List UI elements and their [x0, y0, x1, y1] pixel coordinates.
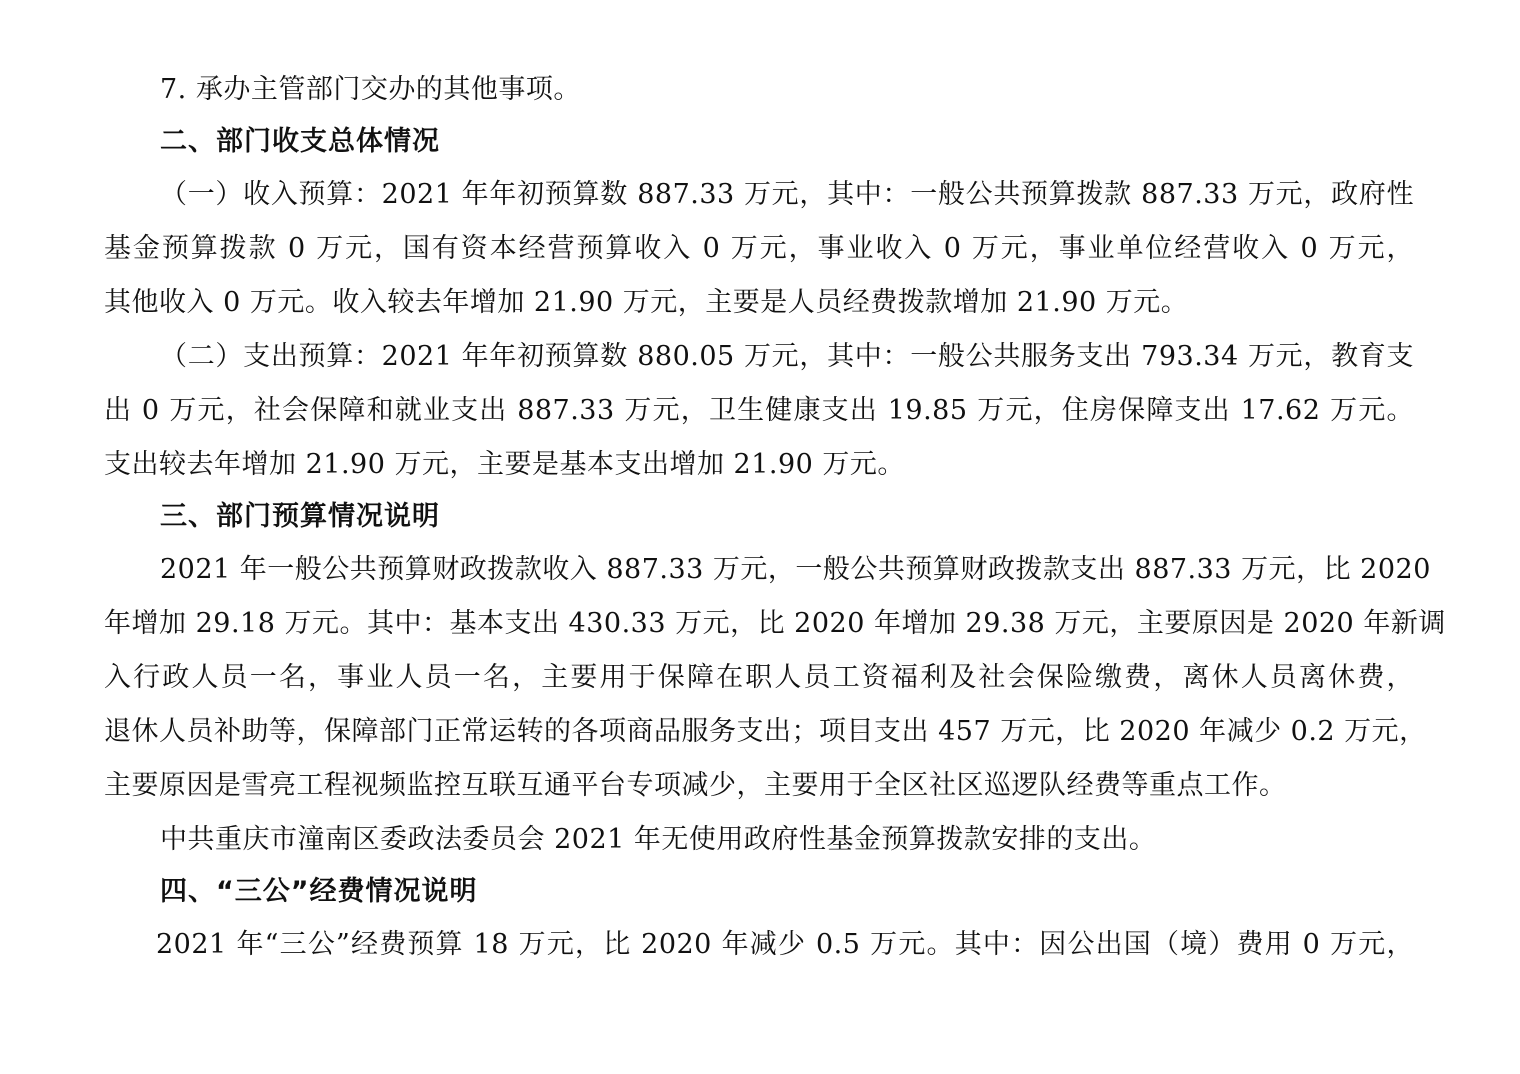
section-heading-3: 三、部门预算情况说明	[160, 501, 440, 532]
paragraph-line: 出 0 万元，社会保障和就业支出 887.33 万元，卫生健康支出 19.85 万元，住房保障支出 17.62 万元。	[104, 395, 1414, 426]
list-item-7: 7. 承办主管部门交办的其他事项。	[160, 74, 581, 105]
paragraph-line: 2021 年“三公”经费预算 18 万元，比 2020 年减少 0.5 万元。其中：因公出国（境）费用 0 万元，	[156, 929, 1414, 960]
paragraph-line: 中共重庆市潼南区委政法委员会 2021 年无使用政府性基金预算拨款安排的支出。	[160, 824, 1157, 855]
paragraph-line: 年增加 29.18 万元。其中：基本支出 430.33 万元，比 2020 年增加 29.38 万元，主要原因是 2020 年新调	[104, 608, 1446, 639]
paragraph-line: 退休人员补助等，保障部门正常运转的各项商品服务支出；项目支出 457 万元，比 2020 年减少 0.2 万元，	[104, 716, 1427, 747]
paragraph-line: 2021 年一般公共预算财政拨款收入 887.33 万元，一般公共预算财政拨款支出 887.33 万元，比 2020	[160, 554, 1431, 585]
paragraph-line: 支出较去年增加 21.90 万元，主要是基本支出增加 21.90 万元。	[104, 449, 905, 480]
paragraph-line: 基金预算拨款 0 万元，国有资本经营预算收入 0 万元，事业收入 0 万元，事业单位经营收入 0 万元，	[104, 233, 1414, 264]
paragraph-line: （二）支出预算：2021 年年初预算数 880.05 万元，其中：一般公共服务支出 793.34 万元，教育支	[160, 341, 1414, 372]
paragraph-line: （一）收入预算：2021 年年初预算数 887.33 万元，其中：一般公共预算拨款 887.33 万元，政府性	[160, 179, 1414, 210]
section-heading-2: 二、部门收支总体情况	[160, 126, 440, 157]
section-heading-4: 四、“三公”经费情况说明	[160, 876, 478, 907]
paragraph-line: 其他收入 0 万元。收入较去年增加 21.90 万元，主要是人员经费拨款增加 21.90 万元。	[104, 287, 1189, 318]
paragraph-line: 入行政人员一名，事业人员一名，主要用于保障在职人员工资福利及社会保险缴费，离休人员离休费，	[104, 662, 1414, 693]
paragraph-line: 主要原因是雪亮工程视频监控互联互通平台专项减少，主要用于全区社区巡逻队经费等重点工作。	[104, 770, 1287, 801]
